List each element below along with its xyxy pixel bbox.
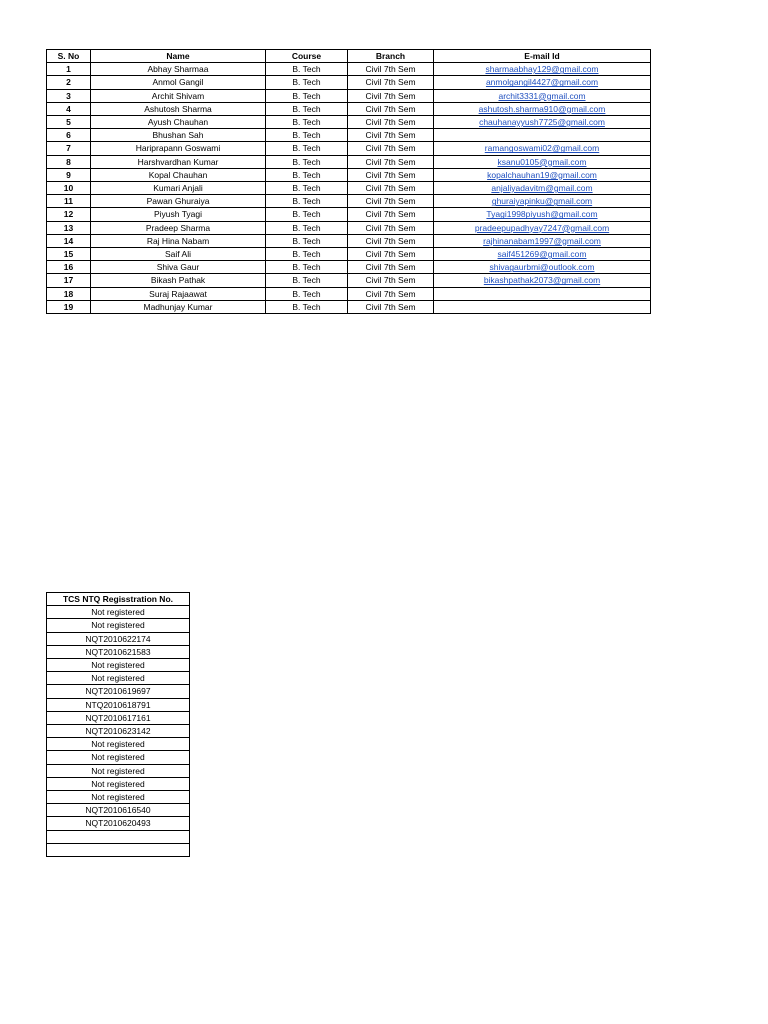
cell-branch: Civil 7th Sem bbox=[348, 168, 434, 181]
header-course: Course bbox=[266, 50, 348, 63]
cell-email bbox=[434, 76, 651, 89]
registration-table bbox=[46, 592, 190, 857]
cell-name: Ayush Chauhan bbox=[91, 116, 266, 129]
cell-registration bbox=[47, 830, 190, 843]
cell-registration: Not registered bbox=[47, 764, 190, 777]
cell-registration: Not registered bbox=[47, 606, 190, 619]
cell-branch: Civil 7th Sem bbox=[348, 274, 434, 287]
cell-registration: Not registered bbox=[47, 672, 190, 685]
cell-name: Suraj Rajaawat bbox=[91, 287, 266, 300]
cell-course: B. Tech bbox=[266, 102, 348, 115]
cell-name: Raj Hina Nabam bbox=[91, 234, 266, 247]
cell-sno: 18 bbox=[47, 287, 91, 300]
reg-row bbox=[47, 619, 190, 632]
cell-branch: Civil 7th Sem bbox=[348, 129, 434, 142]
cell-sno: 14 bbox=[47, 234, 91, 247]
cell-email bbox=[434, 63, 651, 76]
cell-sno: 5 bbox=[47, 116, 91, 129]
cell-registration: NTQ2010618791 bbox=[47, 698, 190, 711]
reg-row bbox=[47, 804, 190, 817]
cell-email bbox=[434, 287, 651, 300]
cell-sno: 10 bbox=[47, 182, 91, 195]
cell-branch: Civil 7th Sem bbox=[348, 195, 434, 208]
reg-row bbox=[47, 606, 190, 619]
reg-row bbox=[47, 777, 190, 790]
email-link[interactable]: ksanu0105@gmail.com bbox=[497, 156, 587, 167]
reg-row bbox=[47, 725, 190, 738]
cell-course: B. Tech bbox=[266, 168, 348, 181]
reg-row bbox=[47, 751, 190, 764]
email-link[interactable]: Tyagi1998piyush@gmail.com bbox=[486, 209, 598, 220]
cell-email bbox=[434, 182, 651, 195]
cell-email bbox=[434, 234, 651, 247]
reg-row bbox=[47, 698, 190, 711]
cell-email bbox=[434, 221, 651, 234]
cell-branch: Civil 7th Sem bbox=[348, 116, 434, 129]
cell-name: Bikash Pathak bbox=[91, 274, 266, 287]
reg-row bbox=[47, 685, 190, 698]
cell-sno: 3 bbox=[47, 89, 91, 102]
email-link[interactable]: ramangoswami02@gmail.com bbox=[484, 143, 600, 154]
cell-registration: NQT2010623142 bbox=[47, 725, 190, 738]
table-row bbox=[47, 129, 651, 142]
reg-header-row bbox=[47, 593, 190, 606]
email-link[interactable]: ghuraiyapinku@gmail.com bbox=[491, 196, 593, 207]
cell-name: Kopal Chauhan bbox=[91, 168, 266, 181]
cell-course: B. Tech bbox=[266, 234, 348, 247]
table-row bbox=[47, 300, 651, 313]
table-row bbox=[47, 89, 651, 102]
cell-branch: Civil 7th Sem bbox=[348, 63, 434, 76]
cell-name: Harshvardhan Kumar bbox=[91, 155, 266, 168]
cell-email bbox=[434, 300, 651, 313]
email-link[interactable]: shivagaurbmi@outlook.com bbox=[489, 262, 595, 273]
cell-branch: Civil 7th Sem bbox=[348, 182, 434, 195]
cell-sno: 13 bbox=[47, 221, 91, 234]
cell-name: Ashutosh Sharma bbox=[91, 102, 266, 115]
cell-registration: Not registered bbox=[47, 619, 190, 632]
cell-sno: 4 bbox=[47, 102, 91, 115]
cell-name: Kumari Anjali bbox=[91, 182, 266, 195]
cell-branch: Civil 7th Sem bbox=[348, 287, 434, 300]
cell-sno: 7 bbox=[47, 142, 91, 155]
cell-name: Anmol Gangil bbox=[91, 76, 266, 89]
cell-course: B. Tech bbox=[266, 221, 348, 234]
cell-email bbox=[434, 155, 651, 168]
email-link[interactable]: chauhanayyush7725@gmail.com bbox=[479, 117, 605, 128]
reg-row bbox=[47, 764, 190, 777]
table-row bbox=[47, 76, 651, 89]
cell-registration: Not registered bbox=[47, 738, 190, 751]
cell-name: Madhunjay Kumar bbox=[91, 300, 266, 313]
cell-email bbox=[434, 89, 651, 102]
header-registration: TCS NTQ Regisstration No. bbox=[47, 593, 190, 606]
cell-course: B. Tech bbox=[266, 129, 348, 142]
reg-row bbox=[47, 659, 190, 672]
cell-registration: NQT2010619697 bbox=[47, 685, 190, 698]
cell-registration: Not registered bbox=[47, 751, 190, 764]
cell-sno: 15 bbox=[47, 248, 91, 261]
cell-course: B. Tech bbox=[266, 155, 348, 168]
cell-branch: Civil 7th Sem bbox=[348, 300, 434, 313]
cell-name: Pradeep Sharma bbox=[91, 221, 266, 234]
cell-name: Bhushan Sah bbox=[91, 129, 266, 142]
cell-course: B. Tech bbox=[266, 248, 348, 261]
header-branch: Branch bbox=[348, 50, 434, 63]
cell-registration: NQT2010617161 bbox=[47, 711, 190, 724]
cell-branch: Civil 7th Sem bbox=[348, 248, 434, 261]
cell-registration: NQT2010616540 bbox=[47, 804, 190, 817]
reg-row bbox=[47, 632, 190, 645]
cell-course: B. Tech bbox=[266, 142, 348, 155]
cell-sno: 12 bbox=[47, 208, 91, 221]
cell-email bbox=[434, 274, 651, 287]
cell-sno: 9 bbox=[47, 168, 91, 181]
reg-row bbox=[47, 672, 190, 685]
cell-email bbox=[434, 208, 651, 221]
table-row bbox=[47, 261, 651, 274]
cell-course: B. Tech bbox=[266, 63, 348, 76]
email-link[interactable]: ashutosh.sharma910@gmail.com bbox=[478, 103, 606, 114]
cell-branch: Civil 7th Sem bbox=[348, 142, 434, 155]
cell-registration bbox=[47, 843, 190, 856]
email-link[interactable]: anjaliyadavitm@gmail.com bbox=[491, 183, 593, 194]
table-row bbox=[47, 116, 651, 129]
table-row bbox=[47, 155, 651, 168]
reg-row bbox=[47, 645, 190, 658]
reg-row bbox=[47, 817, 190, 830]
cell-course: B. Tech bbox=[266, 116, 348, 129]
table-row bbox=[47, 102, 651, 115]
cell-course: B. Tech bbox=[266, 300, 348, 313]
reg-row bbox=[47, 843, 190, 856]
cell-branch: Civil 7th Sem bbox=[348, 208, 434, 221]
cell-course: B. Tech bbox=[266, 274, 348, 287]
cell-registration: Not registered bbox=[47, 791, 190, 804]
cell-sno: 1 bbox=[47, 63, 91, 76]
email-link[interactable]: rajhinanabam1997@gmail.com bbox=[483, 235, 601, 246]
header-email: E-mail Id bbox=[434, 50, 651, 63]
email-link[interactable]: anmolgangil4427@gmail.com bbox=[485, 77, 599, 88]
cell-course: B. Tech bbox=[266, 76, 348, 89]
cell-branch: Civil 7th Sem bbox=[348, 234, 434, 247]
cell-branch: Civil 7th Sem bbox=[348, 76, 434, 89]
email-link[interactable]: kopalchauhan19@gmail.com bbox=[487, 169, 597, 180]
cell-sno: 19 bbox=[47, 300, 91, 313]
cell-name: Pawan Ghuraiya bbox=[91, 195, 266, 208]
cell-email bbox=[434, 129, 651, 142]
header-sno: S. No bbox=[47, 50, 91, 63]
cell-email bbox=[434, 248, 651, 261]
cell-name: Hariprapann Goswami bbox=[91, 142, 266, 155]
cell-course: B. Tech bbox=[266, 208, 348, 221]
cell-course: B. Tech bbox=[266, 287, 348, 300]
table-row bbox=[47, 168, 651, 181]
cell-email bbox=[434, 261, 651, 274]
cell-email bbox=[434, 102, 651, 115]
cell-registration: Not registered bbox=[47, 659, 190, 672]
cell-sno: 8 bbox=[47, 155, 91, 168]
cell-name: Archit Shivam bbox=[91, 89, 266, 102]
student-table bbox=[46, 49, 651, 314]
cell-registration: NQT2010620493 bbox=[47, 817, 190, 830]
cell-branch: Civil 7th Sem bbox=[348, 89, 434, 102]
table-row bbox=[47, 208, 651, 221]
cell-course: B. Tech bbox=[266, 195, 348, 208]
email-link[interactable]: bikashpathak2073@gmail.com bbox=[483, 275, 601, 286]
table-row bbox=[47, 234, 651, 247]
table-row bbox=[47, 195, 651, 208]
cell-course: B. Tech bbox=[266, 89, 348, 102]
cell-name: Shiva Gaur bbox=[91, 261, 266, 274]
cell-sno: 16 bbox=[47, 261, 91, 274]
cell-email bbox=[434, 168, 651, 181]
table-row bbox=[47, 274, 651, 287]
cell-branch: Civil 7th Sem bbox=[348, 261, 434, 274]
table-header-row bbox=[47, 50, 651, 63]
table-row bbox=[47, 142, 651, 155]
cell-name: Saif Ali bbox=[91, 248, 266, 261]
cell-registration: Not registered bbox=[47, 777, 190, 790]
cell-email bbox=[434, 195, 651, 208]
cell-name: Abhay Sharmaa bbox=[91, 63, 266, 76]
email-link[interactable]: pradeepupadhyay7247@gmail.com bbox=[474, 222, 610, 233]
table-row bbox=[47, 248, 651, 261]
cell-sno: 2 bbox=[47, 76, 91, 89]
cell-branch: Civil 7th Sem bbox=[348, 221, 434, 234]
cell-sno: 6 bbox=[47, 129, 91, 142]
reg-row bbox=[47, 830, 190, 843]
cell-email bbox=[434, 116, 651, 129]
cell-name: Piyush Tyagi bbox=[91, 208, 266, 221]
table-row bbox=[47, 182, 651, 195]
table-row bbox=[47, 63, 651, 76]
cell-branch: Civil 7th Sem bbox=[348, 102, 434, 115]
reg-row bbox=[47, 738, 190, 751]
email-link[interactable]: archit3331@gmail.com bbox=[498, 90, 586, 101]
cell-branch: Civil 7th Sem bbox=[348, 155, 434, 168]
reg-row bbox=[47, 711, 190, 724]
table-row bbox=[47, 287, 651, 300]
email-link[interactable]: saif451269@gmail.com bbox=[497, 249, 587, 260]
table-row bbox=[47, 221, 651, 234]
header-name: Name bbox=[91, 50, 266, 63]
email-link[interactable]: sharmaabhay129@gmail.com bbox=[485, 64, 599, 75]
cell-sno: 11 bbox=[47, 195, 91, 208]
cell-registration: NQT2010621583 bbox=[47, 645, 190, 658]
cell-course: B. Tech bbox=[266, 261, 348, 274]
reg-row bbox=[47, 791, 190, 804]
cell-sno: 17 bbox=[47, 274, 91, 287]
cell-course: B. Tech bbox=[266, 182, 348, 195]
cell-email bbox=[434, 142, 651, 155]
cell-registration: NQT2010622174 bbox=[47, 632, 190, 645]
